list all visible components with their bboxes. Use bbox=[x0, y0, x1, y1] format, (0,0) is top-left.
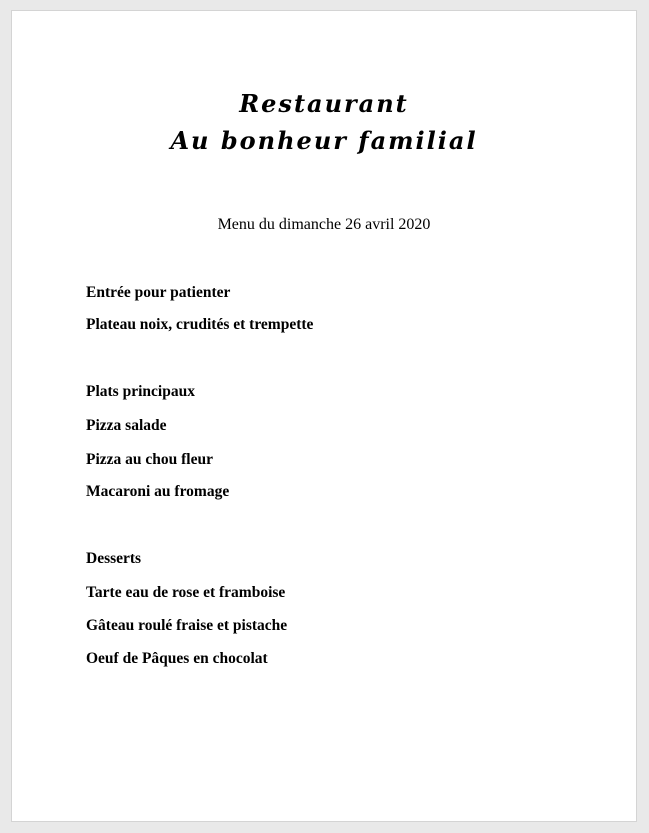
menu-item: Gâteau roulé fraise et pistache bbox=[86, 617, 288, 634]
restaurant-title-line1: Restaurant bbox=[239, 89, 409, 118]
menu-item: Macaroni au fromage bbox=[86, 483, 230, 500]
menu-item: Pizza au chou fleur bbox=[86, 451, 213, 468]
section-heading-plats: Plats principaux bbox=[86, 383, 195, 400]
restaurant-title-line2: Au bonheur familial bbox=[170, 126, 478, 155]
menu-item: Tarte eau de rose et framboise bbox=[86, 584, 286, 601]
menu-item: Oeuf de Pâques en chocolat bbox=[86, 650, 268, 667]
menu-item: Pizza salade bbox=[86, 417, 167, 434]
section-heading-entree: Entrée pour patienter bbox=[86, 284, 231, 301]
menu-date: Menu du dimanche 26 avril 2020 bbox=[217, 216, 431, 233]
menu-item: Plateau noix, crudités et trempette bbox=[86, 316, 314, 333]
document-page bbox=[11, 10, 637, 822]
section-heading-desserts: Desserts bbox=[86, 550, 142, 567]
